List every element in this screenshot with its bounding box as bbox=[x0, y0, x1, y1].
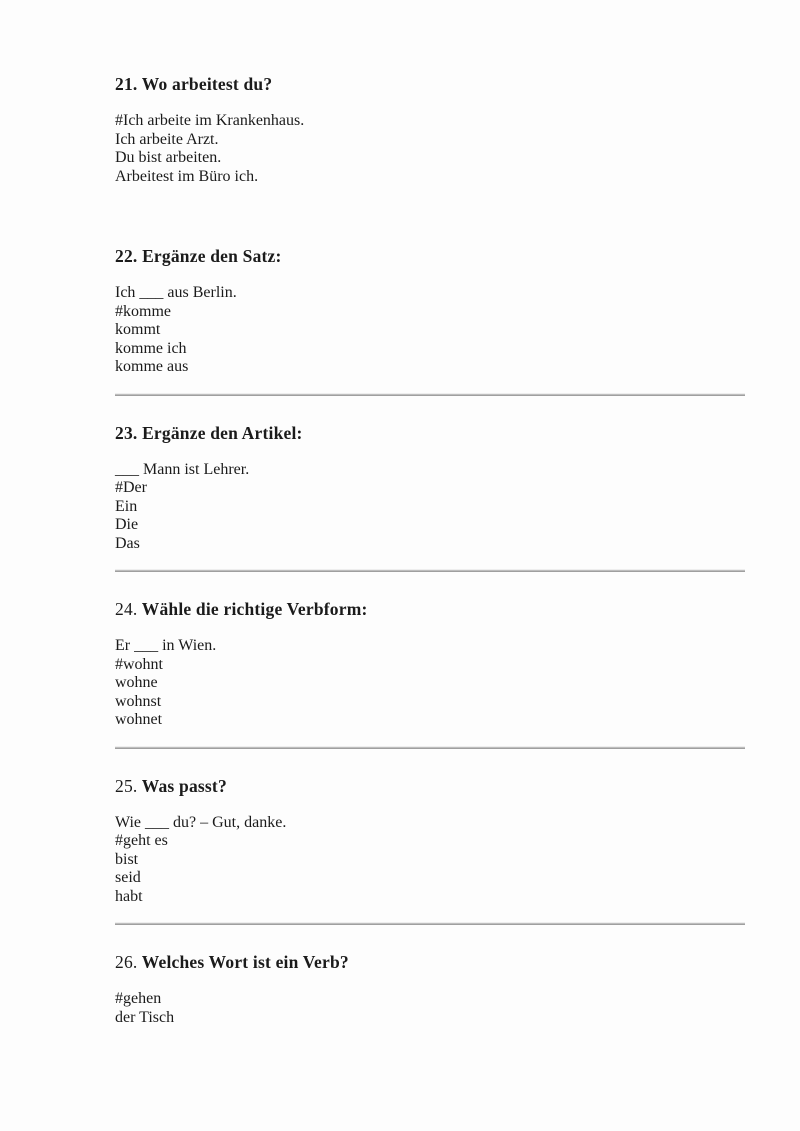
question-options bbox=[115, 284, 745, 377]
question-number: 21. bbox=[115, 74, 138, 94]
question-block bbox=[115, 423, 745, 554]
question-divider bbox=[115, 393, 745, 396]
answer-line: Er ___ in Wien. bbox=[115, 637, 217, 654]
answer-line: wohnst bbox=[115, 692, 162, 710]
answer-line: Ich ___ aus Berlin. bbox=[115, 284, 237, 301]
answer-line: Die bbox=[115, 516, 139, 533]
answer-line: #Ich arbeite im Krankenhaus. bbox=[115, 112, 305, 129]
answer-line: wohne bbox=[115, 674, 158, 691]
answer-line: Arbeitest im Büro ich. bbox=[115, 167, 259, 185]
questions-list bbox=[115, 74, 745, 1027]
question-block bbox=[115, 952, 745, 1027]
answer-line: der Tisch bbox=[115, 1008, 175, 1026]
question-title: Was passt? bbox=[141, 775, 227, 796]
answer-line: wohnet bbox=[115, 711, 163, 728]
answer-line: Ich arbeite Arzt. bbox=[115, 130, 219, 148]
question-title: Wo arbeitest du? bbox=[141, 74, 273, 94]
question-options bbox=[115, 990, 745, 1027]
answer-line: #gehen bbox=[115, 990, 162, 1007]
answer-line: komme aus bbox=[115, 358, 189, 375]
question-options bbox=[115, 112, 745, 186]
answer-line: seid bbox=[115, 869, 141, 886]
answer-line: Ein bbox=[115, 497, 138, 515]
answer-line: #komme bbox=[115, 302, 171, 320]
answer-line: Das bbox=[115, 534, 140, 552]
answer-line: Du bist arbeiten. bbox=[115, 149, 222, 166]
question-heading bbox=[115, 776, 745, 796]
question-options bbox=[115, 637, 745, 730]
answer-line: kommt bbox=[115, 321, 161, 338]
question-heading bbox=[115, 952, 745, 972]
question-heading bbox=[115, 246, 745, 266]
answer-line: #Der bbox=[115, 479, 147, 496]
answer-line: ___ Mann ist Lehrer. bbox=[115, 460, 250, 478]
question-divider bbox=[115, 922, 745, 925]
question-block bbox=[115, 599, 745, 730]
question-divider bbox=[115, 746, 745, 749]
question-options bbox=[115, 461, 745, 554]
answer-line: habt bbox=[115, 887, 143, 905]
answer-line: komme ich bbox=[115, 339, 187, 357]
question-number: 26. bbox=[115, 952, 138, 972]
question-block bbox=[115, 74, 745, 186]
question-heading bbox=[115, 74, 745, 94]
answer-line: #wohnt bbox=[115, 655, 163, 673]
question-number: 24. bbox=[115, 599, 138, 619]
question-heading bbox=[115, 423, 745, 443]
question-number: 25. bbox=[115, 775, 138, 796]
question-block bbox=[115, 776, 745, 907]
question-title: Wähle die richtige Verbform: bbox=[141, 599, 368, 619]
question-block bbox=[115, 246, 745, 377]
question-divider bbox=[115, 569, 745, 572]
answer-line: #geht es bbox=[115, 832, 168, 849]
question-title: Ergänze den Artikel: bbox=[142, 422, 303, 443]
question-title: Ergänze den Satz: bbox=[142, 246, 282, 266]
answer-line: Wie ___ du? – Gut, danke. bbox=[115, 813, 287, 831]
question-number: 22. bbox=[115, 246, 138, 266]
question-options bbox=[115, 814, 745, 907]
question-heading bbox=[115, 599, 745, 619]
question-number: 23. bbox=[115, 422, 138, 443]
answer-line: bist bbox=[115, 850, 139, 868]
question-title: Welches Wort ist ein Verb? bbox=[141, 952, 349, 972]
